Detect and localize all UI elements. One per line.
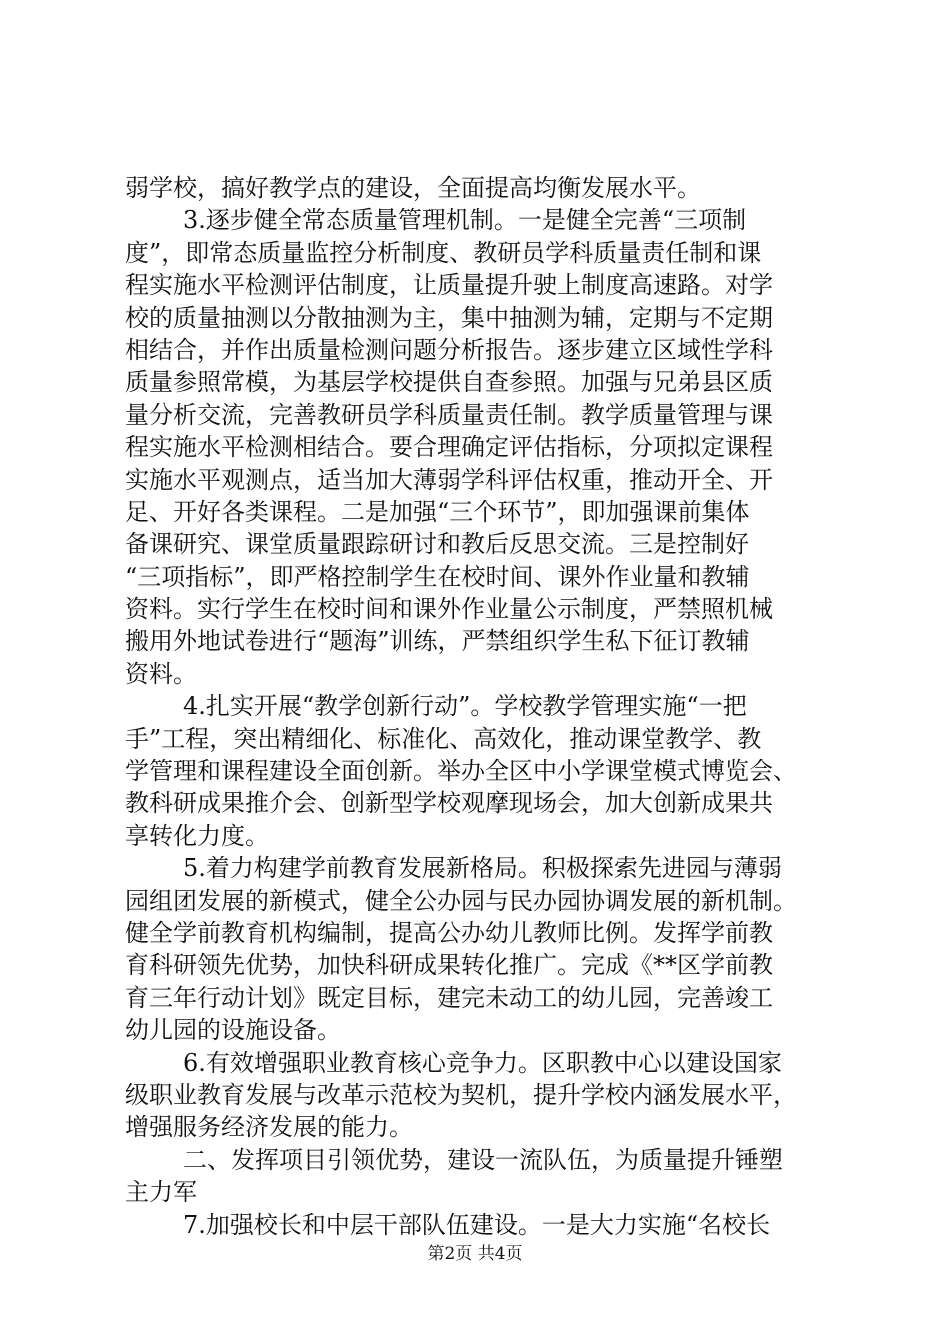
- text-line: 资料。实行学生在校时间和课外作业量公示制度，严禁照机械: [125, 595, 773, 624]
- text-line: 育科研领先优势，加快科研成果转化推广。完成《**区学前教: [125, 951, 773, 980]
- paragraph-start-line: 5.着力构建学前教育发展新格局。积极探索先进园与薄弱: [183, 854, 782, 883]
- paragraph-start-line: 4.扎实开展“教学创新行动”。学校教学管理实施“一把: [183, 692, 747, 721]
- text-line: 程实施水平检测相结合。要合理确定评估指标，分项拟定课程: [125, 433, 773, 462]
- text-line: “三项指标”，即严格控制学生在校时间、课外作业量和教辅: [125, 562, 750, 591]
- text-line: 相结合，并作出质量检测问题分析报告。逐步建立区域性学科: [125, 335, 773, 364]
- text-line: 程实施水平检测评估制度，让质量提升驶上制度高速路。对学: [125, 271, 773, 300]
- text-line: 享转化力度。: [125, 821, 269, 850]
- section-heading-line: 主力军: [125, 1178, 197, 1207]
- text-line: 资料。: [125, 659, 197, 688]
- text-line: 级职业教育发展与改革示范校为契机，提升学校内涵发展水平，: [125, 1080, 797, 1109]
- text-line: 质量参照常模，为基层学校提供自查参照。加强与兄弟县区质: [125, 368, 773, 397]
- body-text: [125, 172, 835, 1241]
- text-line: 学管理和课程建设全面创新。举办全区中小学课堂模式博览会、: [125, 757, 797, 786]
- text-line: 幼儿园的设施设备。: [125, 1016, 341, 1045]
- page-number-footer: 第2页 共4页: [427, 1244, 523, 1264]
- paragraph-start-line: 3.逐步健全常态质量管理机制。一是健全完善“三项制: [183, 206, 747, 235]
- text-line: 园组团发展的新模式，健全公办园与民办园协调发展的新机制。: [125, 886, 797, 915]
- text-line: 手”工程，突出精细化、标准化、高效化，推动课堂教学、教: [125, 724, 762, 753]
- section-heading-line: 二、发挥项目引领优势，建设一流队伍，为质量提升锤塑: [183, 1145, 783, 1174]
- text-line: 足、开好各类课程。二是加强“三个环节”，即加强课前集体: [125, 497, 750, 526]
- text-line: 量分析交流，完善教研员学科质量责任制。教学质量管理与课: [125, 400, 773, 429]
- paragraph-start-line: 7.加强校长和中层干部队伍建设。一是大力实施“名校长: [183, 1210, 771, 1239]
- paragraph-start-line: 6.有效增强职业教育核心竞争力。区职教中心以建设国家: [183, 1048, 782, 1077]
- text-line: 弱学校，搞好教学点的建设，全面提高均衡发展水平。: [125, 174, 701, 202]
- text-line: 增强服务经济发展的能力。: [125, 1113, 413, 1142]
- text-line: 度”，即常态质量监控分析制度、教研员学科质量责任制和课: [125, 238, 762, 267]
- text-line: 健全学前教育机构编制，提高公办幼儿教师比例。发挥学前教: [125, 918, 773, 947]
- text-line: 育三年行动计划》既定目标，建完未动工的幼儿园，完善竣工: [125, 983, 773, 1012]
- text-line: 实施水平观测点，适当加大薄弱学科评估权重，推动开全、开: [125, 465, 773, 494]
- text-line: 备课研究、课堂质量跟踪研讨和教后反思交流。三是控制好: [125, 530, 749, 559]
- text-line: 校的质量抽测以分散抽测为主，集中抽测为辅，定期与不定期: [125, 303, 773, 332]
- text-line: 搬用外地试卷进行“题海”训练，严禁组织学生私下征订教辅: [125, 627, 750, 656]
- text-line: 教科研成果推介会、创新型学校观摩现场会，加大创新成果共: [125, 789, 773, 818]
